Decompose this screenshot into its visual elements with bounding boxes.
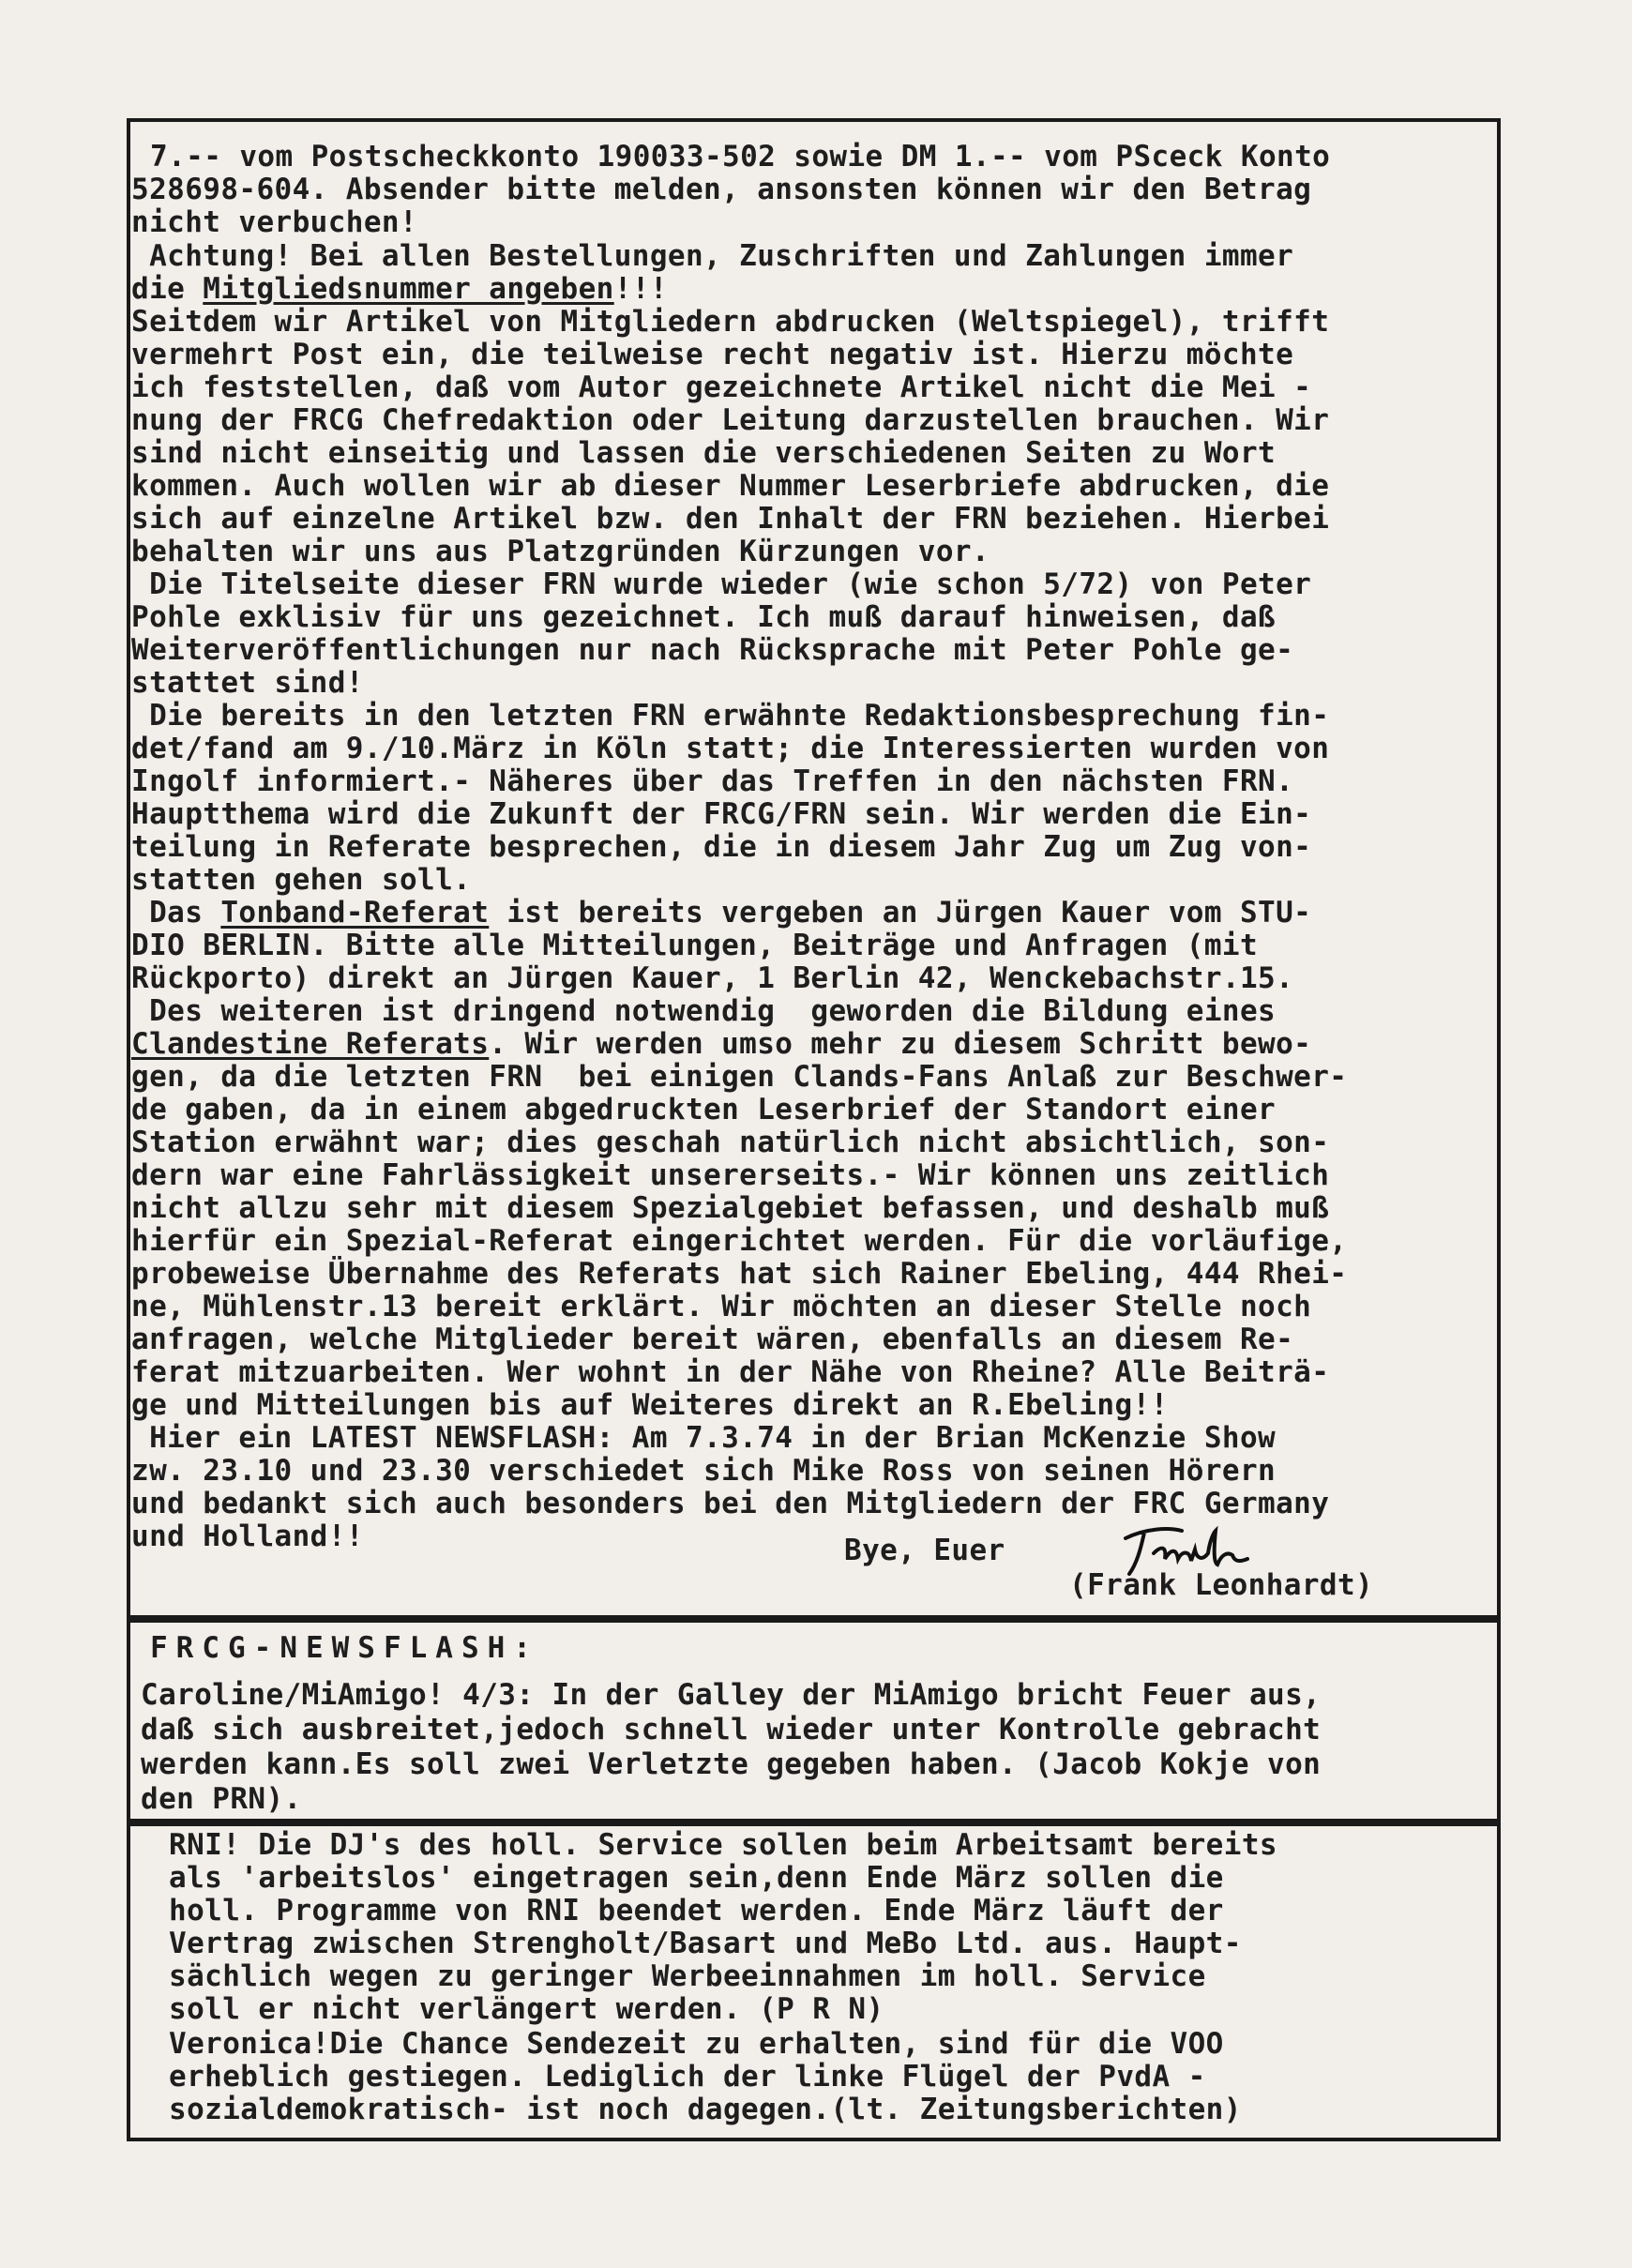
radio-news-line: holl. Programme von RNI beendet werden. Ende März läuft der [169,1894,1224,1928]
text-line: ge und Mitteilungen bis auf Weiteres direkt an R.Ebeling!! [131,1388,1169,1422]
text-line: Die bereits in den letzten FRN erwähnte Redaktionsbesprechung fin- [131,699,1330,733]
text-line: ich feststellen, daß vom Autor gezeichnete Artikel nicht die Mei - [131,370,1312,404]
text-line: sich auf einzelne Artikel bzw. den Inhalt der FRN beziehen. Hierbei [131,502,1330,536]
text-line: zw. 23.10 und 23.30 verschiedet sich Mike Ross von seinen Hörern [131,1454,1277,1488]
text-line: kommen. Auch wollen wir ab dieser Nummer Leserbriefe abdrucken, die [131,469,1330,503]
text-line: Weiterveröffentlichungen nur nach Rücksprache mit Peter Pohle ge- [131,633,1294,667]
text-line: statten gehen soll. [131,863,472,897]
text-line: Des weiteren ist dringend notwendig geworden die Bildung eines [131,994,1277,1028]
text-line: hierfür ein Spezial-Referat eingerichtet werden. Für die vorläufige, [131,1224,1348,1258]
text-line: 528698-604. Absender bitte melden, ansonsten können wir den Betrag [131,173,1312,206]
text-line: det/fand am 9./10.März in Köln statt; die Interessierten wurden von [131,732,1330,765]
text-line: anfragen, welche Mitglieder bereit wären, ebenfalls an diesem Re- [131,1323,1294,1356]
text-line: Hier ein LATEST NEWSFLASH: Am 7.3.74 in der Brian McKenzie Show [131,1421,1277,1455]
text-line: vermehrt Post ein, die teilweise recht negativ ist. Hierzu möchte [131,338,1294,371]
text-line: gen, da die letzten FRN bei einigen Clands-Fans Anlaß zur Beschwer- [131,1060,1348,1094]
radio-news-line: RNI! Die DJ's des holl. Service sollen beim Arbeitsamt bereits [169,1828,1277,1862]
signature-name: (Frank Leonhardt) [1069,1568,1374,1602]
text-line: behalten wir uns aus Platzgründen Kürzungen vor. [131,535,990,568]
newsflash-line: werden kann.Es soll zwei Verletzte gegeben haben. (Jacob Kokje von [141,1747,1322,1781]
text-line: und Holland!! [131,1520,364,1553]
text-line: Clandestine Referats. Wir werden umso mehr zu diesem Schritt bewo- [131,1027,1312,1061]
text-line: Das Tonband-Referat ist bereits vergeben an Jürgen Kauer vom STU- [131,896,1312,930]
text-line: dern war eine Fahrlässigkeit unsererseits.- Wir können uns zeitlich [131,1158,1330,1192]
text-line: Ingolf informiert.- Näheres über das Treffen in den nächsten FRN. [131,764,1294,798]
text-line: die Mitgliedsnummer angeben!!! [131,272,668,306]
text-line: ferat mitzuarbeiten. Wer wohnt in der Nähe von Rheine? Alle Beiträ- [131,1355,1330,1389]
text-line: probeweise Übernahme des Referats hat sich Rainer Ebeling, 444 Rhei- [131,1257,1348,1291]
closing-text: Bye, Euer [844,1534,1005,1567]
text-line: ne, Mühlenstr.13 bereit erklärt. Wir möchten an dieser Stelle noch [131,1290,1312,1323]
text-line: sind nicht einseitig und lassen die verschiedenen Seiten zu Wort [131,436,1277,470]
newsflash-line: daß sich ausbreitet,jedoch schnell wieder unter Kontrolle gebracht [141,1713,1322,1746]
text-line: Pohle exklisiv für uns gezeichnet. Ich muß darauf hinweisen, daß [131,600,1277,634]
text-line: Station erwähnt war; dies geschah natürlich nicht absichtlich, son- [131,1126,1330,1159]
radio-news-line: soll er nicht verlängert werden. (P R N) [169,1992,884,2026]
newsflash-title: FRCG-NEWSFLASH: [150,1631,539,1665]
text-line: nicht allzu sehr mit diesem Spezialgebiet befassen, und deshalb muß [131,1191,1330,1225]
membership-number-emphasis: Mitgliedsnummer angeben [203,272,614,306]
text-line: und bedankt sich auch besonders bei den Mitgliedern der FRC Germany [131,1487,1330,1520]
text-line: stattet sind! [131,666,364,700]
text-line: Hauptthema wird die Zukunft der FRCG/FRN sein. Wir werden die Ein- [131,797,1312,831]
radio-news-line: Vertrag zwischen Strengholt/Basart und MeBo Ltd. aus. Haupt- [169,1927,1242,1960]
text-line: Achtung! Bei allen Bestellungen, Zuschriften und Zahlungen immer [131,239,1294,273]
newsflash-line: den PRN). [141,1782,302,1816]
text-line: nicht verbuchen! [131,205,418,239]
text-line: DIO BERLIN. Bitte alle Mitteilungen, Beiträge und Anfragen (mit [131,929,1259,962]
text-line: nung der FRCG Chefredaktion oder Leitung darzustellen brauchen. Wir [131,403,1330,437]
radio-news-line: als 'arbeitslos' eingetragen sein,denn Ende März sollen die [169,1861,1224,1895]
radio-news-line: Veronica!Die Chance Sendezeit zu erhalten, sind für die VOO [169,2027,1224,2061]
radio-news-line: sozialdemokratisch- ist noch dagegen.(lt. Zeitungsberichten) [169,2093,1242,2126]
radio-news-line: erheblich gestiegen. Lediglich der linke Flügel der PvdA - [169,2060,1206,2094]
text-line: de gaben, da in einem abgedruckten Leserbrief der Standort einer [131,1093,1277,1126]
tonband-referat-emphasis: Tonband-Referat [220,896,490,930]
clandestine-referat-emphasis: Clandestine Referats [131,1027,490,1061]
text-line: Rückporto) direkt an Jürgen Kauer, 1 Berlin 42, Wenckebachstr.15. [131,961,1294,995]
newsflash-line: Caroline/MiAmigo! 4/3: In der Galley der MiAmigo bricht Feuer aus, [141,1678,1322,1712]
text-line: Seitdem wir Artikel von Mitgliedern abdrucken (Weltspiegel), trifft [131,305,1330,339]
radio-news-line: sächlich wegen zu geringer Werbeeinnahmen im holl. Service [169,1959,1206,1993]
text-line: Die Titelseite dieser FRN wurde wieder (wie schon 5/72) von Peter [131,567,1312,601]
text-line: teilung in Referate besprechen, die in diesem Jahr Zug um Zug von- [131,830,1312,864]
text-line: 7.-- vom Postscheckkonto 190033-502 sowie DM 1.-- vom PSceck Konto [150,140,1331,174]
